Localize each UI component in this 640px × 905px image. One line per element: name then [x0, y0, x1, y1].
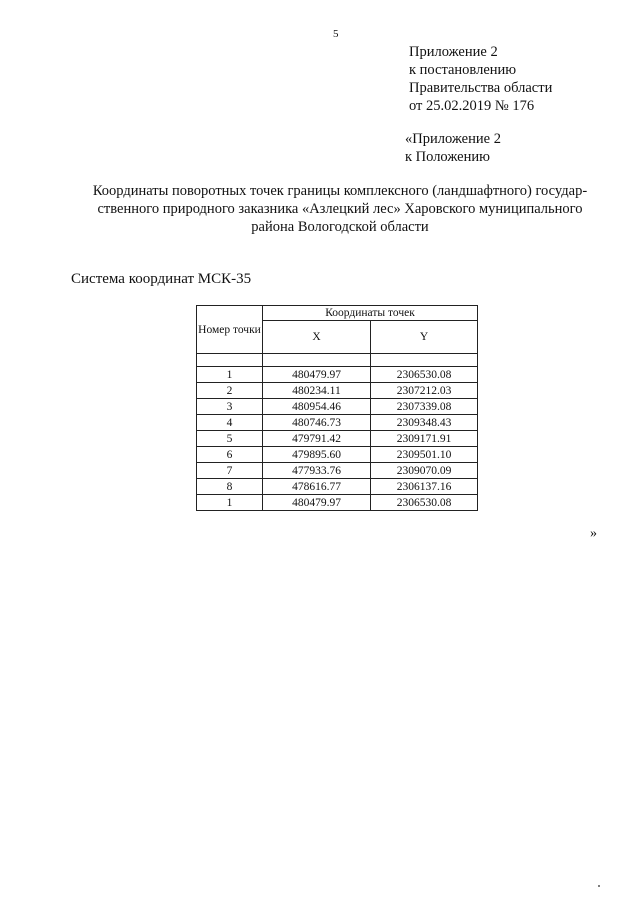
table-row [197, 399, 478, 415]
table-row [197, 415, 478, 431]
cell-point-number: 5 [197, 431, 263, 447]
appendix-header-line: Приложение 2 [409, 44, 498, 60]
appendix-header-line: к постановлению [409, 62, 517, 78]
cell-y: 2307212.03 [371, 383, 478, 399]
scan-speck [598, 885, 600, 887]
appendix-subheader [405, 130, 501, 166]
page-number: 5 [333, 28, 339, 40]
cell-point-number: 3 [197, 399, 263, 415]
cell-y: 2309501.10 [371, 447, 478, 463]
table-body [197, 367, 478, 511]
appendix-header [409, 43, 552, 115]
cell-y: 2306530.08 [371, 367, 478, 383]
coordinate-system-label: Система координат МСК-35 [71, 271, 252, 287]
table-row [197, 495, 478, 511]
header-x: X [263, 321, 371, 354]
document-title-line: Координаты поворотных точек границы комплексного (ландшафтного) государ- [92, 183, 588, 199]
appendix-header-line: Правительства области [409, 80, 553, 96]
appendix-header-line: от 25.02.2019 № 176 [409, 98, 535, 114]
cell-x: 478616.77 [263, 479, 371, 495]
table-row [197, 383, 478, 399]
cell-point-number: 6 [197, 447, 263, 463]
table-cell [371, 354, 478, 367]
cell-point-number: 2 [197, 383, 263, 399]
cell-x: 480746.73 [263, 415, 371, 431]
appendix-subheader-line: к Положению [405, 149, 490, 165]
cell-y: 2307339.08 [371, 399, 478, 415]
cell-x: 480479.97 [263, 495, 371, 511]
cell-point-number: 4 [197, 415, 263, 431]
table-spacer-row [197, 354, 478, 367]
cell-point-number: 8 [197, 479, 263, 495]
coordinates-table [196, 305, 478, 511]
cell-y: 2309070.09 [371, 463, 478, 479]
table-row [197, 447, 478, 463]
header-coordinates-group: Координаты точек [263, 306, 478, 321]
table-row [197, 463, 478, 479]
cell-point-number: 7 [197, 463, 263, 479]
cell-x: 480479.97 [263, 367, 371, 383]
cell-x: 480234.11 [263, 383, 371, 399]
cell-y: 2309348.43 [371, 415, 478, 431]
cell-y: 2306137.16 [371, 479, 478, 495]
document-title [60, 182, 620, 236]
table-row [197, 431, 478, 447]
cell-x: 479791.42 [263, 431, 371, 447]
header-point-number-label: Номер точки [198, 323, 261, 336]
closing-quote: » [590, 526, 597, 541]
table-row [197, 367, 478, 383]
cell-x: 477933.76 [263, 463, 371, 479]
header-y: Y [371, 321, 478, 354]
cell-y: 2306530.08 [371, 495, 478, 511]
document-title-line: ственного природного заказника «Азлецкий лес» Харовского муниципального [97, 201, 583, 217]
table-row [197, 479, 478, 495]
cell-x: 479895.60 [263, 447, 371, 463]
table-cell [263, 354, 371, 367]
cell-point-number: 1 [197, 495, 263, 511]
table-cell [197, 354, 263, 367]
header-point-number [197, 306, 263, 354]
document-title-line: района Вологодской области [251, 219, 429, 235]
table-header-row [197, 306, 478, 321]
cell-point-number: 1 [197, 367, 263, 383]
cell-x: 480954.46 [263, 399, 371, 415]
cell-y: 2309171.91 [371, 431, 478, 447]
appendix-subheader-line: «Приложение 2 [405, 131, 501, 147]
